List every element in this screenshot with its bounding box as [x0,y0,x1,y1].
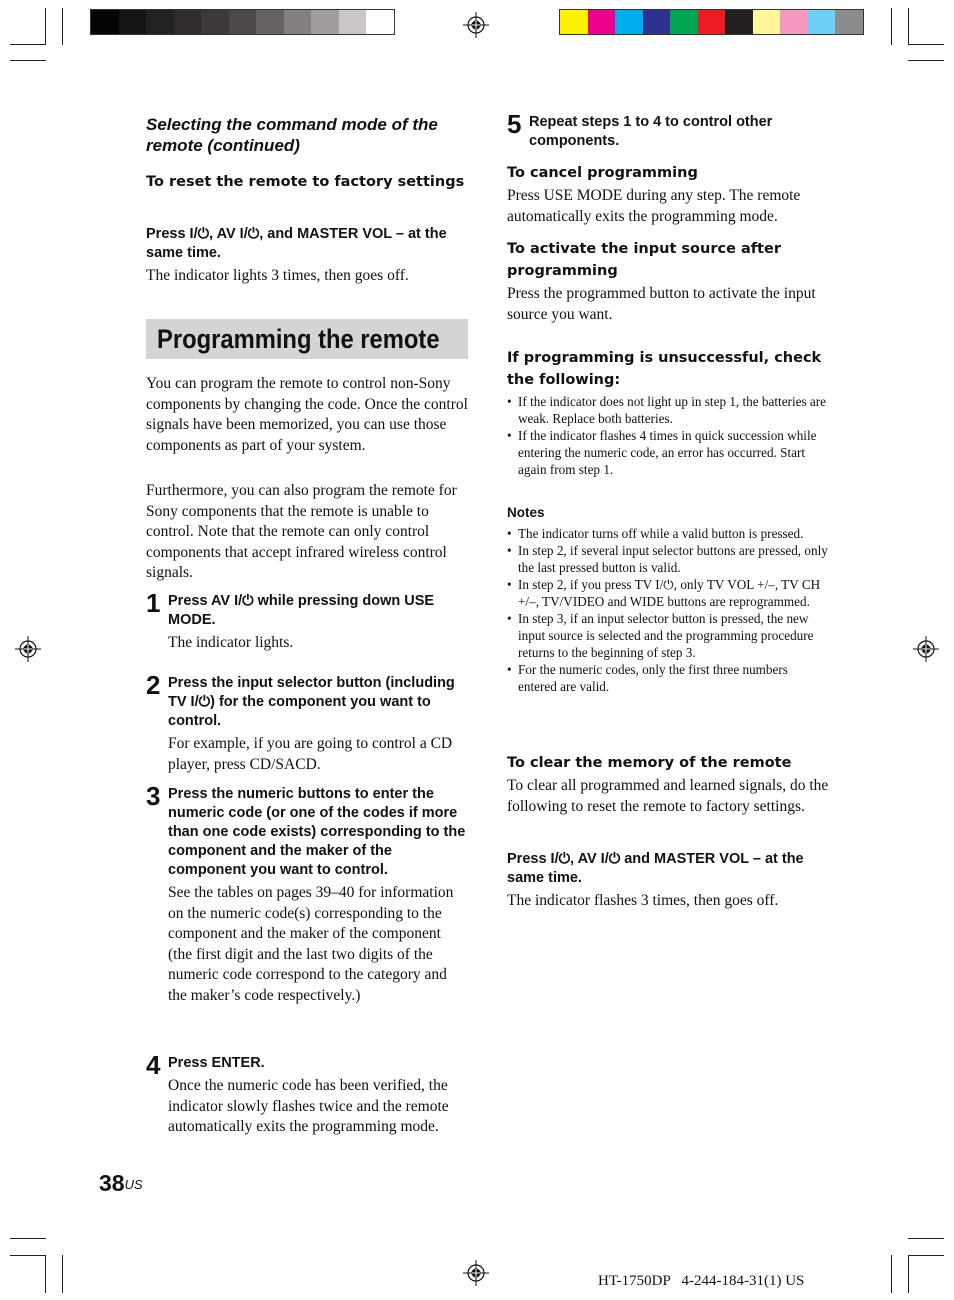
color-swatch [366,10,394,34]
grayscale-color-bar [90,9,395,35]
color-swatch [725,10,753,34]
step-1 [146,588,468,654]
color-swatch [284,10,312,34]
color-swatch [643,10,671,34]
color-swatch [670,10,698,34]
step-instruction: Press AV I/⏻ while pressing down USE MODE. [168,593,435,628]
step-number: 4 [146,1050,161,1080]
color-swatch [119,10,147,34]
step-detail: The indicator lights. [168,634,294,651]
activate-text: Press the programmed button to activate the input source you want. [507,285,816,323]
color-swatch [615,10,643,34]
page-number [99,1168,143,1198]
color-swatch [835,10,863,34]
color-swatch [780,10,808,34]
step-4 [146,1050,468,1138]
clear-text: To clear all programmed and learned signals, do the following to reset the remote to factory settings. [507,777,829,815]
step-2 [146,670,468,775]
clear-result: The indicator flashes 3 times, then goes off. [507,892,779,909]
color-swatch [808,10,836,34]
page-number-value: 38 [99,1170,125,1196]
process-color-bar [559,9,864,35]
registration-mark-right-icon [913,636,939,662]
step-5 [507,109,829,151]
unsuccessful-list [507,393,829,478]
color-swatch [698,10,726,34]
step-detail: For example, if you are going to control a CD player, press CD/SACD. [168,735,453,773]
step-detail: See the tables on pages 39–40 for information on the numeric code(s) corresponding to the component and the maker of the component (the first digit and the last two digits of the numeric code correspond to the category and the maker’s code respectively.) [168,884,454,1004]
cancel-heading: To cancel programming [507,165,698,181]
step-instruction: Repeat steps 1 to 4 to control other components. [529,114,773,149]
color-swatch [560,10,588,34]
list-item: • In step 3, if an input selector button is pressed, the new input source is selected and the programming procedure returns to the beginning of step 3. [507,610,829,661]
reset-result: The indicator lights 3 times, then goes off. [146,267,409,284]
intro-paragraph-1: You can program the remote to control non-Sony components by changing the code. Once the control signals have been memorized, you can use those components as part of your system. [146,375,468,454]
color-swatch [91,10,119,34]
section-banner [146,319,468,359]
list-item: • The indicator turns off while a valid button is pressed. [507,525,829,542]
color-swatch [339,10,367,34]
step-3 [146,781,468,1006]
color-swatch [146,10,174,34]
list-item: • For the numeric codes, only the first three numbers entered are valid. [507,661,829,695]
color-swatch [753,10,781,34]
step-instruction: Press the input selector button (including TV I/⏻) for the component you want to control. [168,675,455,729]
color-swatch [311,10,339,34]
registration-mark-left-icon [15,636,41,662]
color-swatch [174,10,202,34]
intro-paragraph-2: Furthermore, you can also program the remote for Sony components that the remote is unable to control. Note that the remote can only control components that accept infrared wireless control signals. [146,482,457,581]
unsuccessful-heading: If programming is unsuccessful, check the following: [507,350,822,388]
color-swatch [256,10,284,34]
step-number: 3 [146,781,161,811]
clear-heading: To clear the memory of the remote [507,755,792,771]
cancel-text: Press USE MODE during any step. The remote automatically exits the programming mode. [507,187,801,225]
step-detail: Once the numeric code has been verified, the indicator slowly flashes twice and the remote automatically exits the programming mode. [168,1077,449,1135]
reset-instruction: Press I/⏻, AV I/⏻, and MASTER VOL – at the same time. [146,226,447,261]
step-number: 5 [507,109,522,139]
step-number: 1 [146,588,161,618]
registration-mark-bottom-icon [463,1260,489,1286]
clear-instruction: Press I/⏻, AV I/⏻ and MASTER VOL – at the same time. [507,851,804,886]
registration-mark-top-icon [463,12,489,38]
notes-heading: Notes [507,505,545,520]
list-item: • If the indicator does not light up in step 1, the batteries are weak. Replace both batteries. [507,393,829,427]
activate-heading: To activate the input source after programming [507,241,781,279]
section-title: Selecting the command mode of the remote (continued) [146,115,438,155]
list-item: • In step 2, if you press TV I/⏻, only TV VOL +/–, TV CH +/–, TV/VIDEO and WIDE buttons are reprogrammed. [507,576,829,610]
color-swatch [201,10,229,34]
notes-list [507,525,829,695]
color-swatch [229,10,257,34]
color-swatch [588,10,616,34]
list-item: • In step 2, if several input selector buttons are pressed, only the last pressed button is valid. [507,542,829,576]
page-title: Programming the remote [157,324,440,354]
document-code: HT-1750DP 4-244-184-31(1) US [598,1273,805,1289]
step-number: 2 [146,670,161,700]
step-instruction: Press the numeric buttons to enter the numeric code (or one of the codes if more than one code exists) corresponding to the component and the maker of the component you want to control. [168,786,466,878]
page-number-suffix: US [124,1177,143,1192]
reset-heading: To reset the remote to factory settings [146,174,465,190]
step-instruction: Press ENTER. [168,1055,265,1071]
list-item: • If the indicator flashes 4 times in quick succession while entering the numeric code, an error has occurred. Start again from step 1. [507,427,829,478]
